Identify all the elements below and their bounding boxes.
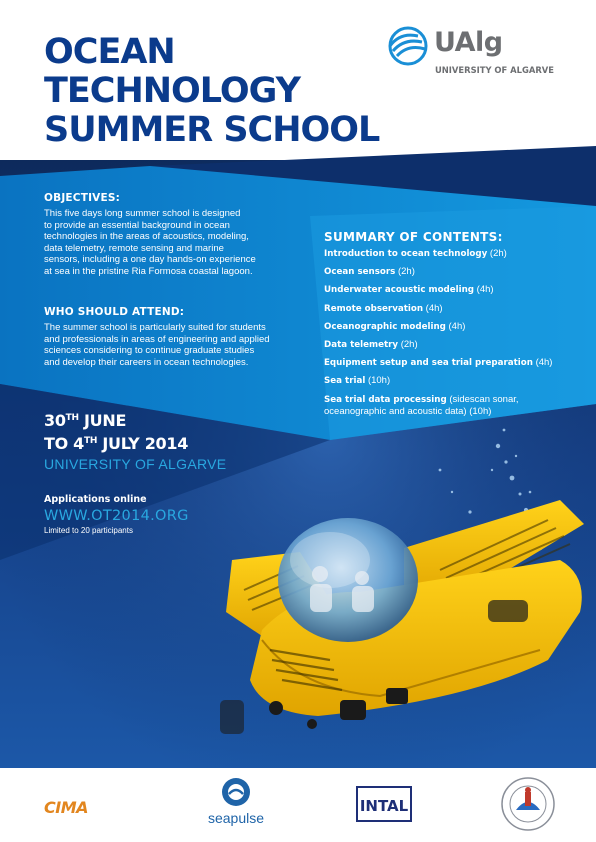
list-item	[324, 375, 564, 388]
event-venue: UNIVERSITY OF ALGARVE	[44, 456, 227, 472]
ualg-logo	[384, 26, 564, 86]
objectives-line: data telemetry, remote sensing and marine	[44, 242, 224, 254]
end-day: TO 4	[44, 434, 85, 453]
ualg-wave-logo-icon	[384, 26, 432, 66]
objectives-text	[44, 208, 302, 278]
logo-subtitle: UNIVERSITY OF ALGARVE	[435, 65, 555, 75]
objectives-heading: OBJECTIVES:	[44, 192, 121, 204]
list-item	[324, 284, 564, 297]
who-line: sciences considering to continue graduate studies	[44, 345, 255, 357]
end-month-year: JULY 2014	[102, 434, 189, 453]
participant-limit: Limited to 20 participants	[44, 526, 133, 535]
topic: Sea trial	[324, 376, 366, 387]
event-dates	[44, 408, 226, 472]
objectives-line: technologies in the areas of acoustics, modeling,	[44, 231, 249, 243]
summary-heading: SUMMARY OF CONTENTS:	[324, 230, 503, 244]
logo-wordmark: UAlg	[434, 27, 503, 58]
duration: (4h)	[425, 302, 443, 314]
intal-wordmark: INTAL	[359, 797, 409, 815]
date-start	[44, 408, 226, 431]
topic: Ocean sensors	[324, 267, 396, 278]
who-text	[44, 322, 312, 368]
applications-section	[44, 494, 189, 535]
list-item	[324, 394, 564, 418]
list-item	[324, 321, 564, 334]
who-line: and professionals in areas of engineering and applied	[44, 333, 270, 345]
objectives-line: This five days long summer school is designed	[44, 208, 241, 219]
seapulse-logo	[196, 776, 276, 830]
website-link[interactable]: WWW.OT2014.ORG	[44, 508, 189, 524]
intal-logo	[356, 786, 412, 822]
date-end	[44, 431, 226, 454]
topic: Oceanographic modeling	[324, 321, 446, 332]
objectives-line: at sea in the pristine Ria Formosa coastal lagoon.	[44, 265, 253, 277]
who-should-attend-section	[44, 306, 312, 368]
topic: Remote observation	[324, 303, 424, 314]
duration: (2h)	[400, 338, 418, 350]
seal-logo-icon	[500, 776, 556, 832]
objectives-line: to provide an essential background in ocean	[44, 219, 230, 231]
start-day: 30	[44, 411, 66, 430]
topic: Introduction to ocean technology	[324, 249, 488, 259]
list-item	[324, 339, 564, 352]
who-line: The summer school is particularly suited for students	[44, 322, 266, 333]
title-line-1: OCEAN	[44, 32, 175, 72]
seapulse-logo-icon	[196, 776, 276, 810]
applications-title: Applications online	[44, 494, 147, 505]
duration: (sidescan sonar, oceanographic and acoustic data) (10h)	[324, 393, 519, 418]
objectives-section	[44, 192, 302, 278]
duration: (4h)	[476, 284, 494, 296]
start-month: JUNE	[84, 411, 127, 430]
end-suffix: TH	[84, 436, 98, 446]
duration: (4h)	[535, 357, 553, 369]
summary-of-contents	[324, 230, 564, 423]
duration: (4h)	[448, 320, 466, 332]
list-item	[324, 266, 564, 279]
institution-seal	[500, 776, 556, 832]
page-title	[44, 33, 379, 150]
summary-list	[324, 248, 564, 418]
list-item	[324, 357, 564, 370]
topic: Data telemetry	[324, 339, 399, 350]
title-line-3: SUMMER SCHOOL	[44, 110, 380, 150]
list-item	[324, 303, 564, 316]
intal-logo-icon	[356, 786, 412, 822]
topic: Underwater acoustic modeling	[324, 285, 475, 296]
who-line: and develop their careers in ocean technologies.	[44, 356, 249, 368]
title-line-2: TECHNOLOGY	[44, 71, 300, 111]
list-item	[324, 248, 564, 261]
seapulse-wordmark: seapulse	[207, 810, 265, 826]
duration: (10h)	[367, 375, 391, 387]
topic: Equipment setup and sea trial preparation	[324, 358, 533, 369]
cima-logo: CIMA	[44, 798, 88, 817]
topic: Sea trial data processing	[324, 394, 447, 405]
start-suffix: TH	[65, 413, 79, 423]
sponsor-strip	[0, 768, 596, 842]
who-heading: WHO SHOULD ATTEND:	[44, 306, 185, 318]
objectives-line: sensors, including a one day hands-on experience	[44, 254, 256, 266]
duration: (2h)	[397, 266, 415, 278]
duration: (2h)	[489, 248, 507, 259]
